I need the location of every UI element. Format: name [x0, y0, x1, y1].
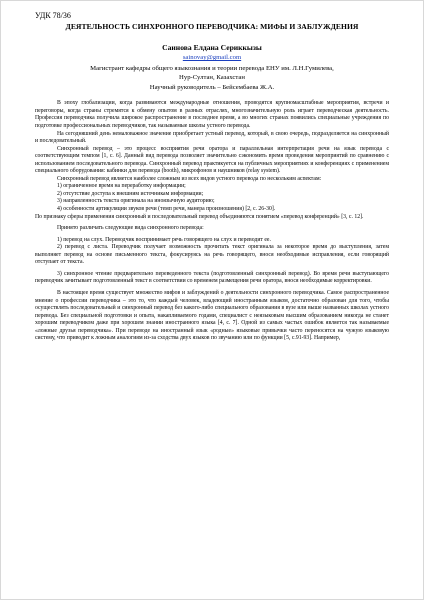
body-paragraph: Синхронный перевод – это процесс восприятия речи оратора и параллельная интерпретация речи на язык перевода с соответствующим темпом [1, с. 6]. Данный вид перевода позволяет значительно сэкономить время проведения мероприятий по сравнению с использованием последовательного перевода. Синхронный перевод практикуется на публичных мероприятиях и конференциях с применением специального оборудования: кабинки для перевода (booth), микрофонов и наушников (relay system). — [35, 145, 389, 175]
aspect-list-item: 2) отсутствие доступа к внешним источникам информации; — [57, 190, 204, 197]
body-paragraph: На сегодняшний день немаловажное значение приобретает устный перевод, который, в свою очередь, подразделяется на синхронный и последовательный. — [35, 130, 389, 145]
types-intro: Принято различать следующие вида синхронного перевода: — [57, 225, 204, 232]
type-list-item: 1) перевод на слух. Переводчик воспринимает речь говорящего на слух и переводит ее. — [57, 236, 271, 243]
type-list-item: 2) перевод с листа. Переводчик получает возможность прочитать текст оригинала за некоторое время до выступления, затем выполняет перевод на основе письменного текста, фокусируясь на речь говорящего, внося необходимые исправления, если говорящий отступает от текста. — [35, 244, 389, 266]
author-name: Саинова Елдана Сериккызы — [162, 43, 262, 52]
body-paragraph: В настоящее время существует множество мифов и заблуждений о деятельности синхронного переводчика. Самое распространенное мнение о профессии переводчика – это то, что каждый человек, владеющий иностранным языком, достаточно образован для того, чтобы осуществлять последовательный и синхронный перевод без какого-либо специального образования в вузе или выше названных школах устного перевода. Без специальной подготовки и опыта, накапливаемого годами, специалист с неязыковым высшим образованием никогда не станет хорошим переводчиком даже при хорошем знании иностранного языка [4, с. 7]. Одной из самых частых ошибок является так называемые «ложные друзья переводчика». При переводе на иностранный язык «родные» языковые привычки часто переносятся на чужую языковую систему, что приводит к ложным аналогиям из-за сходства двух языков по звучанию или по функции [5, с.91-93]. Например, — [35, 289, 389, 342]
aspect-list-item: 3) направленность текста оригинала на иноязычную аудиторию; — [57, 198, 215, 205]
supervisor-line: Научный руководитель – Бейсембаева Ж.А. — [149, 83, 275, 91]
type-list-item: 3) синхронное чтение предварительно переведенного текста (подготовленный синхронный перевод). Во время речи выступающего переводчик зачитывает подготовленный текст в соответствии со временем размещения речи оратора, внося необходимые корректировки. — [35, 270, 389, 285]
udc-code: УДК 78/36 — [35, 11, 71, 20]
body-paragraph: В эпоху глобализации, когда развиваются международные отношения, проводятся крупномасштабные мероприятия, встречи и переговоры, когда страны стремятся к обмену опытом в разных отраслях, многозначительную роль играет переводческая деятельность. Профессия переводчика получила широкое распространение в последнее время, а во многих странах появились специальные учреждения по подготовке профессиональных переводчиков, так называемые школы устного перевода. — [35, 100, 389, 130]
author-email-link[interactable]: sainovay@gmail.com — [182, 54, 242, 61]
article-title: ДЕЯТЕЛЬНОСТЬ СИНХРОННОГО ПЕРЕВОДЧИКА: МИФЫ И ЗАБЛУЖДЕНИЯ — [65, 22, 359, 31]
body-paragraph: По признаку сферы применения синхронный и последовательный перевод объединяются понятием «перевод конференций» [3, с. 12]. — [35, 213, 364, 220]
article-body — [35, 100, 389, 342]
location-line: Нур-Султан, Казахстан — [179, 74, 245, 82]
affiliation-line: Магистрант кафедры общего языкознания и теории перевода ЕНУ им. Л.Н.Гумилева, — [90, 64, 334, 72]
body-paragraph: Синхронный перевод является наиболее сложным из всех видов устного перевода по нескольким аспектам: — [57, 175, 322, 182]
aspect-list-item: 4) особенности артикуляции звуков речи (темп речи, манера произношения) [2, с. 26-30]. — [57, 206, 276, 213]
author-email-line — [35, 53, 389, 63]
aspect-list-item: 1) ограниченное время на переработку информации; — [57, 183, 186, 190]
